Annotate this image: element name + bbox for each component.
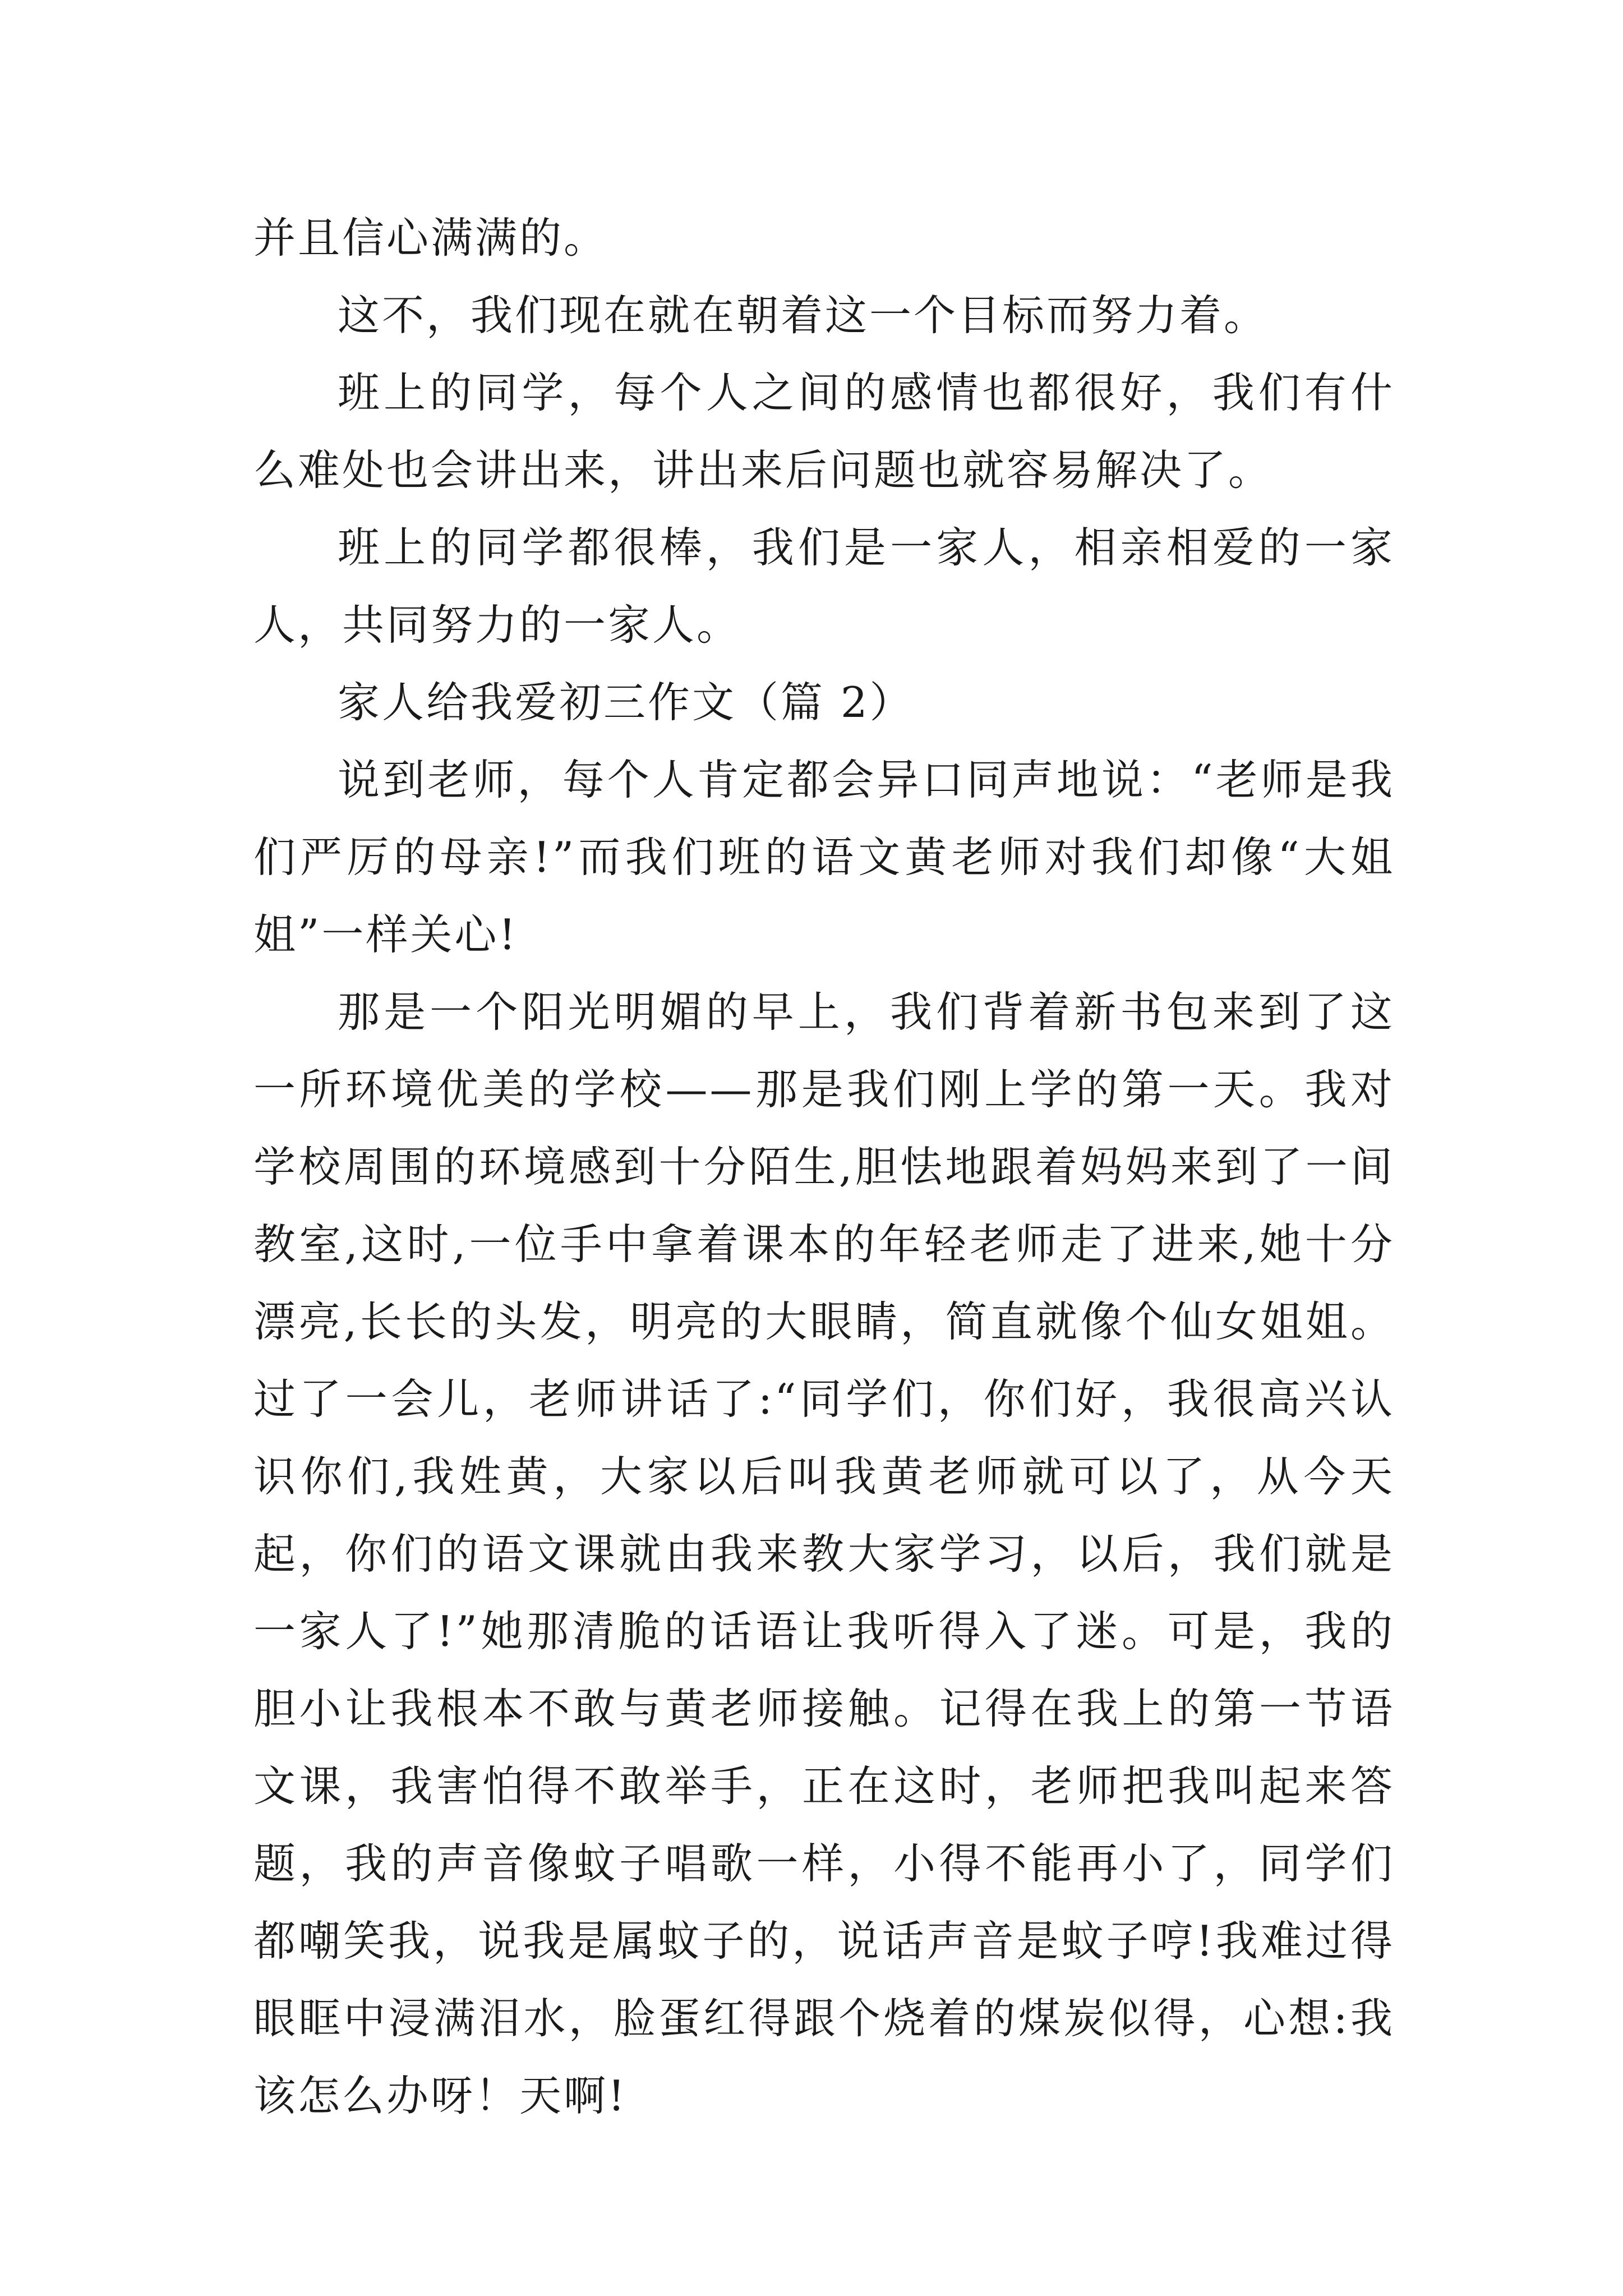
section-heading: 家人给我爱初三作文（篇 2）: [338, 678, 914, 727]
paragraph-1: 并且信心满满的。: [253, 213, 608, 263]
essay-body: [253, 199, 1395, 2134]
paragraph-2: 这不，我们现在就在朝着这一个目标而努力着。: [338, 291, 1269, 340]
paragraph-6: 那是一个阳光明媚的早上，我们背着新书包来到了这一所环境优美的学校——那是我们刚上学的第一天。我对学校周围的环境感到十分陌生,胆怯地跟着妈妈来到了一间教室,这时,一位手中拿着课本的年轻老师走了进来,她十分漂亮,长长的头发，明亮的大眼睛，简直就像个仙女姐姐。过了一会儿，老师讲话了:“同学们，你们好，我很高兴认识你们,我姓黄，大家以后叫我黄老师就可以了，从今天起，你们的语文课就由我来教大家学习，以后，我们就是一家人了!”她那清脆的话语让我听得入了迷。可是，我的胆小让我根本不敢与黄老师接触。记得在我上的第一节语文课，我害怕得不敢举手，正在这时，老师把我叫起来答题，我的声音像蚊子唱歌一样，小得不能再小了，同学们都嘲笑我，说我是属蚊子的，说话声音是蚊子哼!我难过得眼眶中浸满泪水，脸蛋红得跟个烧着的煤炭似得，心想:我该怎么办呀！天啊!: [253, 987, 1395, 2120]
paragraph-3: 班上的同学，每个人之间的感情也都很好，我们有什么难处也会讲出来，讲出来后问题也就容易解决了。: [253, 368, 1395, 495]
paragraph-4: 班上的同学都很棒，我们是一家人，相亲相爱的一家人，共同努力的一家人。: [253, 523, 1395, 650]
paragraph-5: 说到老师，每个人肯定都会异口同声地说：“老师是我们严厉的母亲!”而我们班的语文黄老师对我们却像“大姐姐”一样关心!: [253, 755, 1395, 959]
